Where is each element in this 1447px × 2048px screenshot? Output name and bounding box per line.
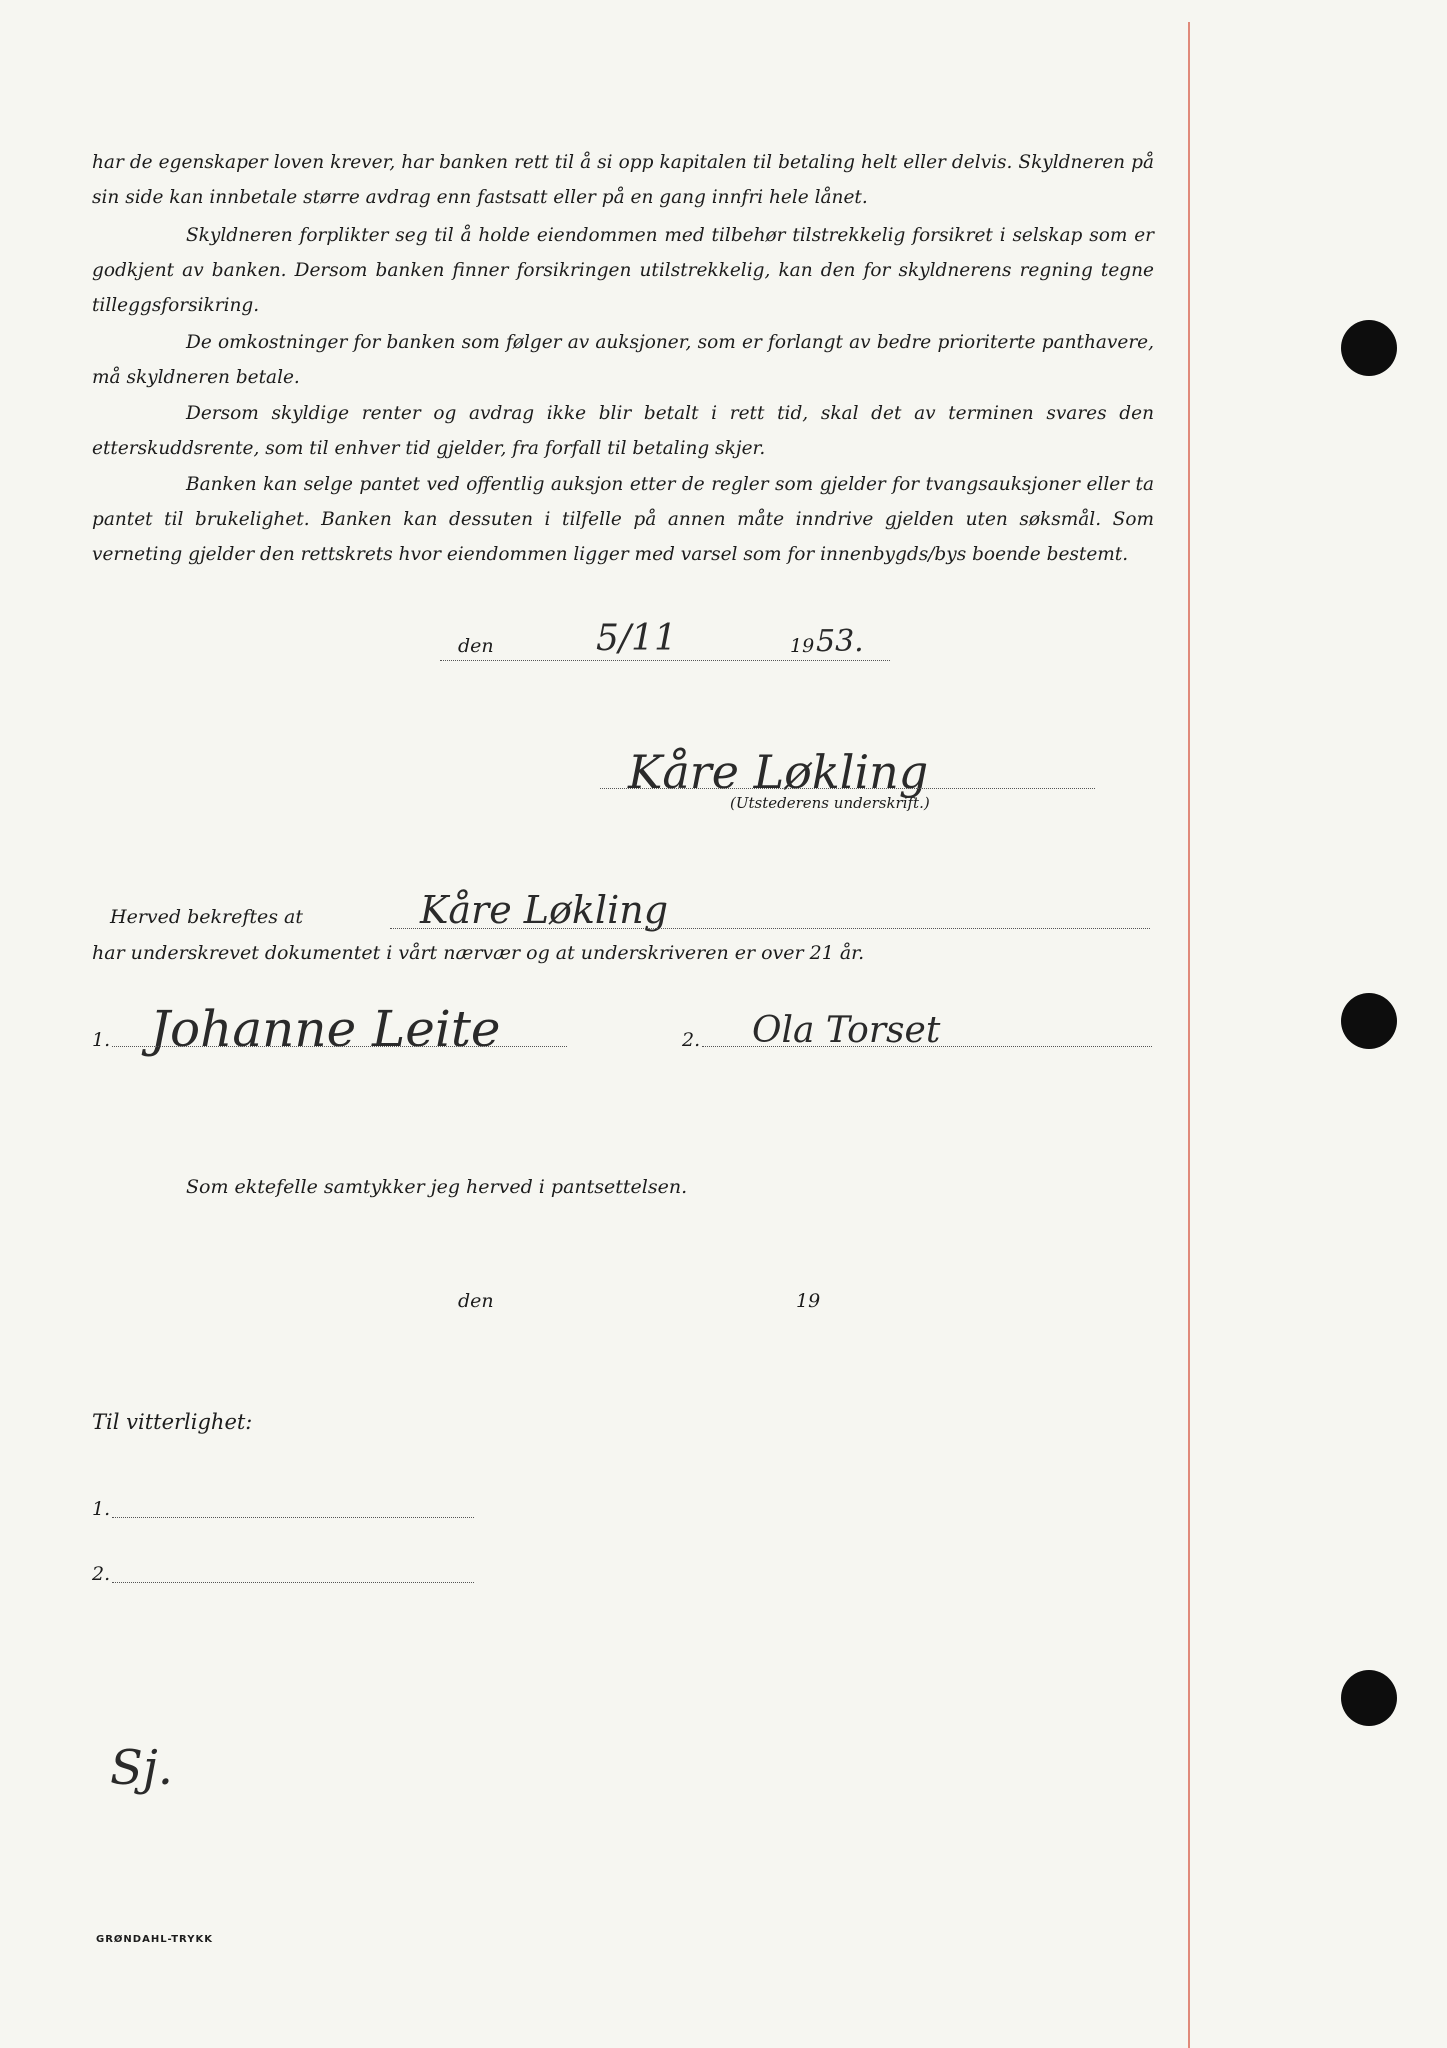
issuer-signature-line — [600, 788, 1095, 789]
issuer-signature: Kåre Løkling — [628, 745, 929, 799]
date-year-prefix: 19 — [790, 635, 815, 657]
red-margin-line — [1188, 22, 1190, 2048]
attestation-line-1 — [112, 1517, 474, 1518]
witness-2-number: 2. — [682, 1029, 701, 1051]
date-2-den-label: den — [458, 1290, 494, 1312]
confirmation-statement: har underskrevet dokumentet i vårt nærvær og at underskriveren er over 21 år. — [92, 942, 865, 964]
handwritten-date: 5/11 — [596, 618, 677, 659]
spouse-consent-text: Som ektefelle samtykker jeg herved i pantsettelsen. — [186, 1176, 688, 1198]
witness-1-line — [112, 1046, 567, 1047]
paragraph-insurance: Skyldneren forplikter seg til å holde eiendommen med tilbehør tilstrekkelig forsikret i selskap som er godkjent av banken. Dersom banken finner forsikringen utilstrekkelig, kan den for skyldnerens regning tegne tilleggsforsikring. — [92, 225, 1154, 316]
attestation-line-2-number: 2. — [92, 1563, 111, 1585]
attestation-line-2 — [112, 1582, 474, 1583]
date-den-label: den — [458, 635, 494, 657]
attestation-title: Til vitterlighet: — [92, 1410, 253, 1434]
handwritten-initials: Sj. — [110, 1740, 174, 1796]
issuer-signature-caption: (Utstederens underskrift.) — [730, 794, 930, 812]
punch-hole-bottom — [1341, 1670, 1397, 1726]
confirmation-name-line — [390, 928, 1150, 929]
paragraph-termination: har de egenskaper loven krever, har banken rett til å si opp kapitalen til betaling helt eller delvis. Skyldneren på sin side kan innbetale større avdrag enn fastsatt eller på en gang innfri hele lånet. — [92, 152, 1154, 208]
paragraph-forced-sale: Banken kan selge pantet ved offentlig auksjon etter de regler som gjelder for tvangsauksjoner eller ta pantet til brukelighet. Banken kan dessuten i tilfelle på annen måte inndrive gjelden uten søksmål. Som verneting gjelder den rettskrets hvor eiendommen ligger med varsel som for innenbygds/bys boende bestemt. — [92, 474, 1154, 565]
witness-2-signature: Ola Torset — [752, 1010, 941, 1051]
punch-hole-top — [1341, 320, 1397, 376]
paragraph-late-interest: Dersom skyldige renter og avdrag ikke blir betalt i rett tid, skal det av terminen svares den etterskuddsrente, som til enhver tid gjelder, fra forfall til betaling skjer. — [92, 403, 1154, 459]
witness-1-signature: Johanne Leite — [150, 1000, 501, 1058]
punch-hole-middle — [1341, 993, 1397, 1049]
paragraph-auction-costs: De omkostninger for banken som følger av auksjoner, som er forlangt av bedre prioriterte panthavere, må skyldneren betale. — [92, 332, 1154, 388]
date-2-year-prefix: 19 — [796, 1290, 821, 1312]
confirmation-label: Herved bekreftes at — [110, 906, 303, 928]
printer-mark: GRØNDAHL-TRYKK — [96, 1934, 213, 1945]
attestation-line-1-number: 1. — [92, 1498, 111, 1520]
witness-1-number: 1. — [92, 1029, 111, 1051]
date-line — [440, 660, 890, 661]
confirmation-handwritten-name: Kåre Løkling — [420, 888, 669, 932]
handwritten-year: 53. — [816, 624, 864, 659]
witness-2-line — [702, 1046, 1152, 1047]
